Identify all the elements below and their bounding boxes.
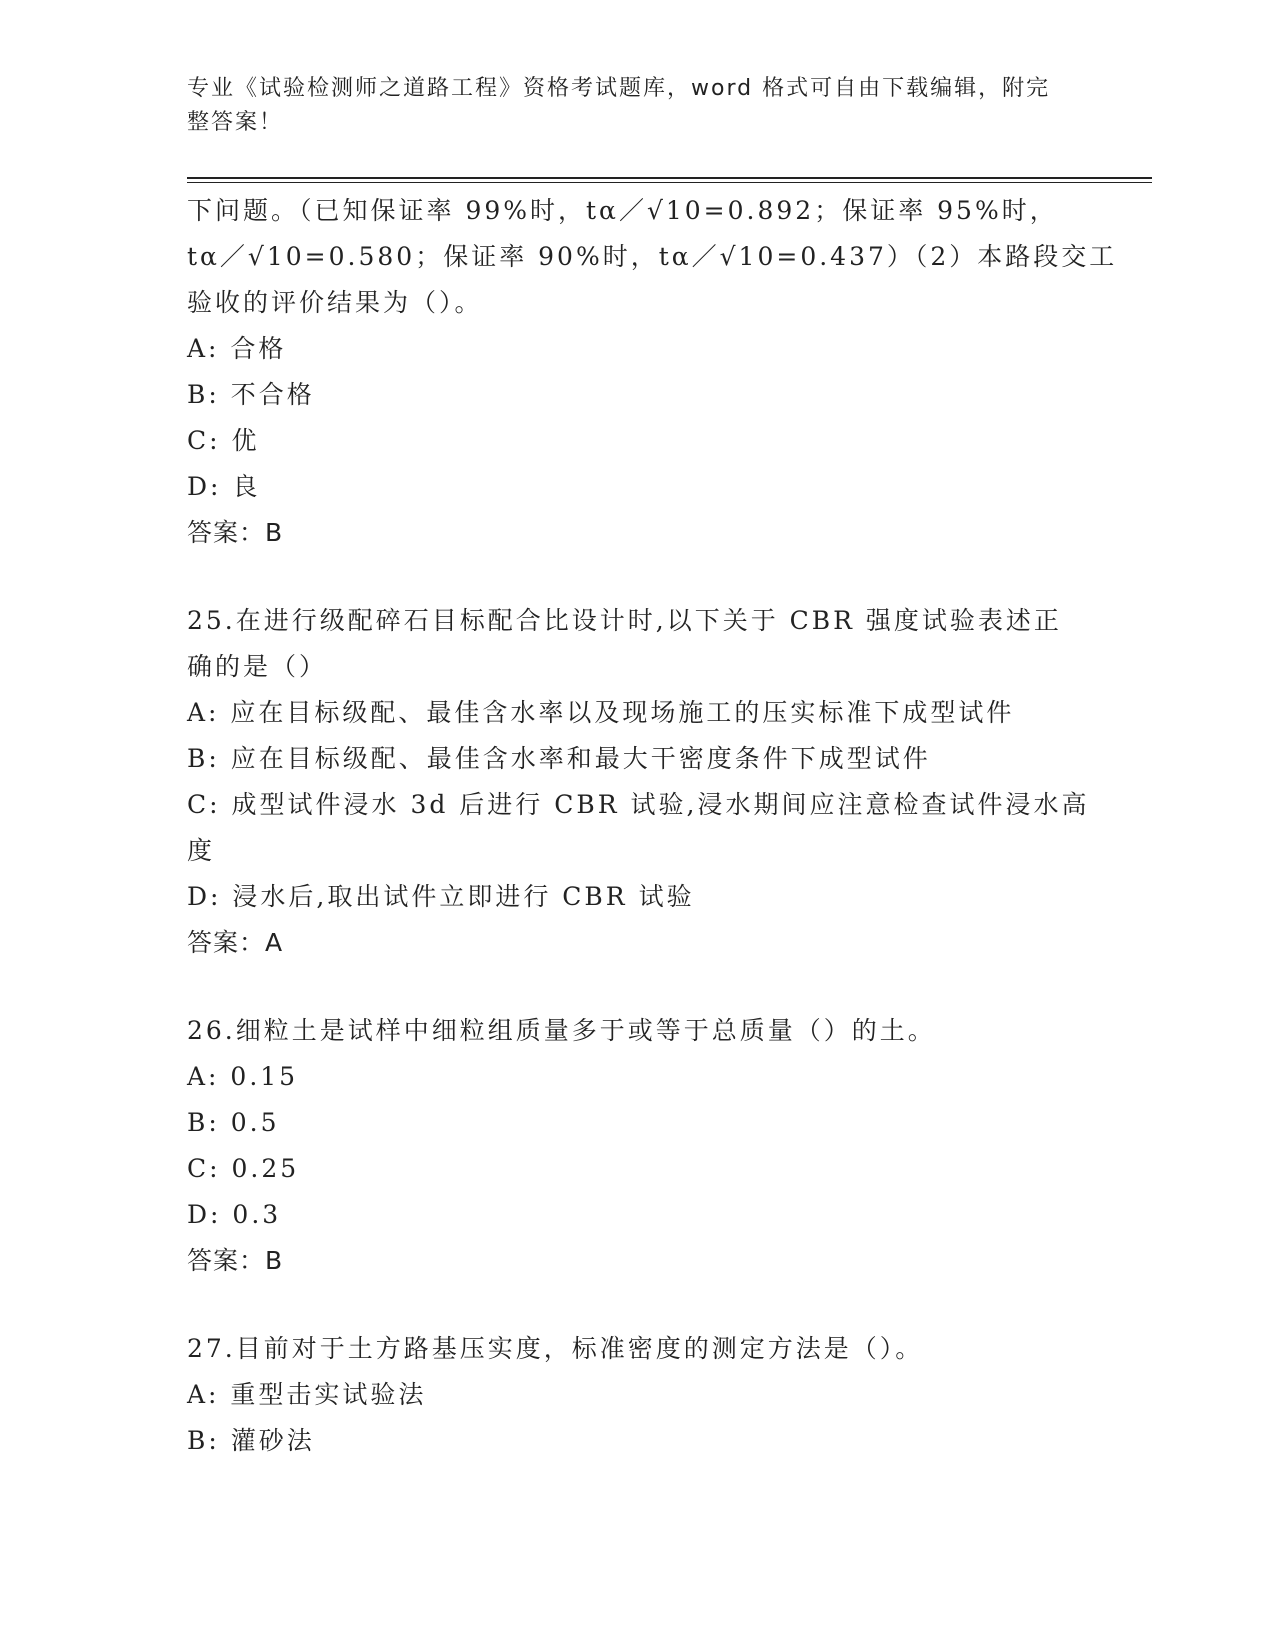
option-d: D: 良 [187, 472, 261, 501]
answer: 答案：B [187, 1246, 284, 1275]
header-divider-thick [187, 177, 1152, 179]
option-b: B: 不合格 [187, 380, 315, 409]
spacer [187, 966, 1087, 1008]
option-c-continued: 度 [187, 836, 216, 865]
question-stem-line: 27.目前对于土方路基压实度，标准密度的测定方法是（）。 [187, 1334, 924, 1363]
question-stem-line: 确的是（） [187, 652, 328, 681]
option-b: B: 0.5 [187, 1108, 280, 1137]
question-list [187, 188, 1118, 1464]
option-b: B: 应在目标级配、最佳含水率和最大干密度条件下成型试件 [187, 744, 931, 773]
page-header [187, 72, 1067, 140]
question-stem-line: tα／√10=0.580；保证率 90%时，tα／√10=0.437）（2）本路段交工 [187, 242, 1118, 271]
header-line-1: 专业《试验检测师之道路工程》资格考试题库，word 格式可自由下载编辑，附完 [187, 76, 1051, 101]
answer: 答案：B [187, 518, 284, 547]
option-a: A: 合格 [187, 334, 287, 363]
option-d: D: 0.3 [187, 1200, 282, 1229]
option-b: B: 灌砂法 [187, 1426, 315, 1455]
option-c: C: 成型试件浸水 3d 后进行 CBR 试验,浸水期间应注意检查试件浸水高 [187, 790, 1090, 819]
question-27 [187, 1326, 1087, 1464]
question-stem-line: 25.在进行级配碎石目标配合比设计时,以下关于 CBR 强度试验表述正 [187, 606, 1062, 635]
option-a: A: 重型击实试验法 [187, 1380, 427, 1409]
spacer [187, 556, 1087, 598]
option-a: A: 应在目标级配、最佳含水率以及现场施工的压实标准下成型试件 [187, 698, 1015, 727]
option-a: A: 0.15 [187, 1062, 299, 1091]
spacer [187, 1284, 1087, 1326]
header-divider-thin [187, 182, 1152, 183]
question-26 [187, 1008, 1087, 1284]
answer: 答案：A [187, 928, 284, 957]
option-d: D: 浸水后,取出试件立即进行 CBR 试验 [187, 882, 695, 911]
question-24 [187, 188, 1118, 556]
option-c: C: 优 [187, 426, 260, 455]
question-25 [187, 598, 1090, 966]
question-stem-line: 下问题。（已知保证率 99%时，tα／√10=0.892；保证率 95%时， [187, 196, 1058, 225]
header-line-2: 整答案！ [187, 110, 284, 135]
option-c: C: 0.25 [187, 1154, 300, 1183]
question-stem-line: 验收的评价结果为（）。 [187, 288, 483, 317]
question-stem-line: 26.细粒土是试样中细粒组质量多于或等于总质量（）的土。 [187, 1016, 936, 1045]
